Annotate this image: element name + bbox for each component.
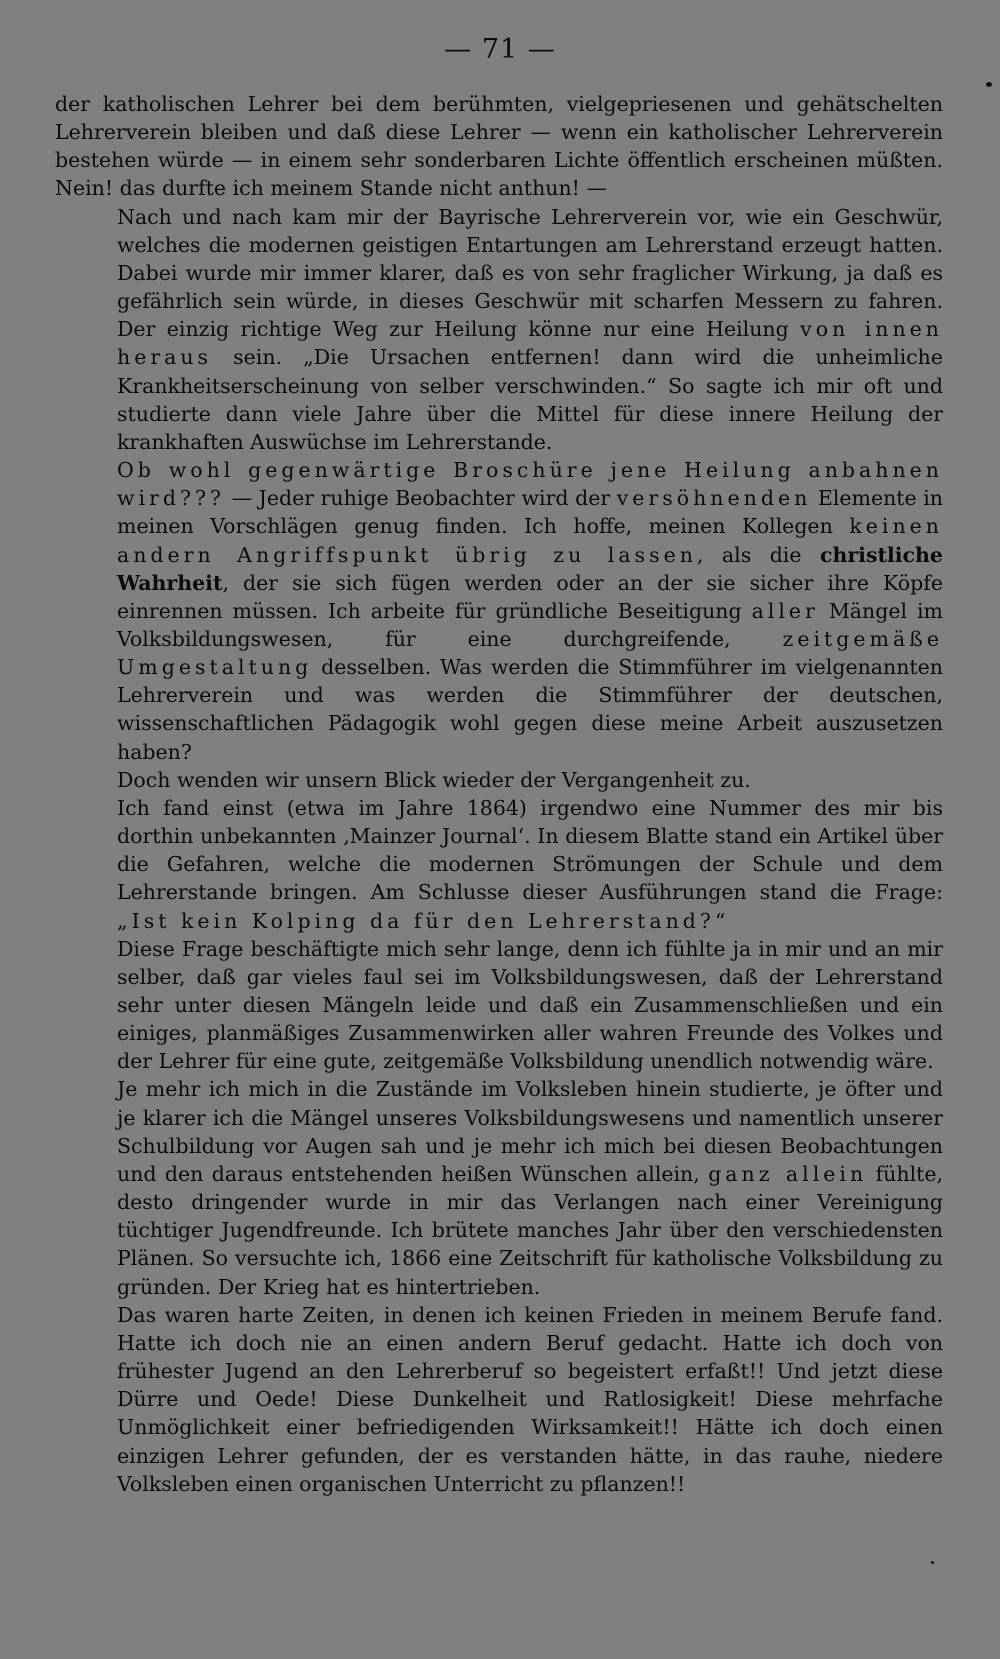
text-run: Diese Frage beschäftigte mich sehr lange, denn ich fühlte ja in mir und an mir selber, daß gar vieles faul sei im Volksbildungswesen, daß der Lehrerstand sehr unter diesen Mängeln leide und daß ein Zusammenschließen und ein einiges, planmäßiges Zusammenwirken aller wahren Freunde des Volkes und der Lehrer für eine gute, zeitgemäße Volksbildung unendlich notwendig wäre. [117, 936, 943, 1074]
text-run: Mängel im Volksbildungswesen, für eine durchgreifende, [117, 598, 943, 651]
text-run: , der sie sich fügen werden oder an der sie sicher ihre Köpfe einrennen müssen. Ich arbeite für gründliche Beseitigung [117, 570, 943, 623]
text-run: sein. „Die Ursachen entfernen! dann wird die unheimliche Krankheitserscheinung von selber verschwinden.“ So sagte ich mir oft und studierte dann viele Jahre über die Mittel für diese innere Heilung der krankhaften Auswüchse im Lehrerstande. [117, 345, 943, 454]
paragraph [55, 203, 943, 456]
spaced-emphasis-text: zeitgemäße Umgestaltung [117, 626, 943, 680]
text-run: Nach und nach kam mir der Bayrische Lehrerverein vor, wie ein Geschwür, welches die modernen geistigen Entartungen am Lehrerstand erzeugt hatten. Dabei wurde mir immer klarer, daß es von sehr fraglicher Wirkung, ja daß es gefährlich sein würde, in dieses Geschwür mit scharfen Messern zu fahren. Der einzig richtige Weg zur Heilung könne nur eine Heilung [117, 204, 943, 342]
text-run: — Jeder ruhige Beobachter wird der [225, 486, 617, 511]
spaced-emphasis-text: „Ist kein Kolping da für den Lehrerstand?“ [117, 908, 730, 933]
ink-speck [986, 82, 992, 87]
ink-speck [931, 1561, 934, 1564]
spaced-emphasis-text: aller [751, 598, 819, 623]
paragraph [55, 1075, 943, 1300]
paragraph [55, 766, 943, 794]
text-run: Doch wenden wir unsern Blick wieder der Vergangenheit zu. [117, 767, 751, 792]
page-number-header: — 71 — [444, 34, 556, 65]
text-run: fühlte, desto dringender wurde in mir das Verlangen nach einer Vereinigung tüchtiger Jugendfreunde. Ich brütete manches Jahr über den verschiedensten Plänen. So versuchte ich, 1866 eine Zeitschrift für katholische Volksbildung zu gründen. Der Krieg hat es hintertrieben. [117, 1161, 944, 1299]
spaced-emphasis-text: keinen andern Angriffspunkt übrig zu lassen [117, 514, 943, 567]
paragraph [55, 935, 943, 1076]
paragraph [55, 794, 943, 935]
paragraph [55, 456, 943, 766]
paragraph [55, 90, 943, 203]
paragraph [55, 1301, 943, 1498]
text-run: Je mehr ich mich in die Zustände im Volksleben hinein studierte, je öfter und je klarer ich die Mängel unseres Volksbildungswesens und namentlich unserer Schulbildung vor Augen sah und je mehr ich mich bei diesen Beobachtungen und den daraus entstehenden heißen Wünschen allein, [117, 1077, 943, 1186]
bold-emphasis-text: christliche Wahrheit [117, 542, 943, 595]
text-run: der katholischen Lehrer bei dem berühmten, vielgepriesenen und gehätschelten Lehrerverein bleiben und daß diese Lehrer — wenn ein katholischer Lehrerverein bestehen würde — in einem sehr sonderbaren Lichte öffentlich erscheinen müßten. Nein! das durfte ich meinem Stande nicht anthun! — [55, 92, 943, 201]
text-run: Ich fand einst (etwa im Jahre 1864) irgendwo eine Nummer des mir bis dorthin unbekannten ‚Mainzer Journal‘. In diesem Blatte stand ein Artikel über die Gefahren, welche die modernen Strömungen der Schule und dem Lehrerstande bringen. Am Schlusse dieser Ausführungen stand die Frage: [117, 795, 943, 905]
text-run: desselben. Was werden die Stimmführer im vielgenannten Lehrerverein und was werden die Stimmführer der deutschen, wissenschaftlichen Pädagogik wohl gegen diese meine Arbeit auszusetzen haben? [117, 655, 943, 764]
spaced-emphasis-text: von innen heraus [117, 317, 943, 370]
spaced-emphasis-text: versöhnenden [616, 486, 812, 511]
body-text [55, 90, 943, 1498]
spaced-emphasis-text: Ob wohl gegenwärtige Broschüre jene Heilung anbahnen wird??? [117, 458, 943, 511]
text-run: , als die [696, 542, 820, 567]
text-run: Elemente in meinen Vorschlägen genug finden. Ich hoffe, meinen Kollegen [117, 486, 943, 539]
spaced-emphasis-text: ganz allein [708, 1161, 868, 1186]
text-run: Das waren harte Zeiten, in denen ich keinen Frieden in meinem Berufe fand. Hatte ich doch nie an einen andern Beruf gedacht. Hatte ich doch von frühester Jugend an den Lehrerberuf so begeistert erfaßt!! Und jetzt diese Dürre und Oede! Diese Dunkelheit und Ratlosigkeit! Diese mehrfache Unmöglichkeit einer befriedigenden Wirksamkeit!! Hätte ich doch einen einzigen Lehrer gefunden, der es verstanden hätte, in das rauhe, niedere Volksleben einen organischen Unterricht zu pflanzen!! [117, 1302, 943, 1496]
